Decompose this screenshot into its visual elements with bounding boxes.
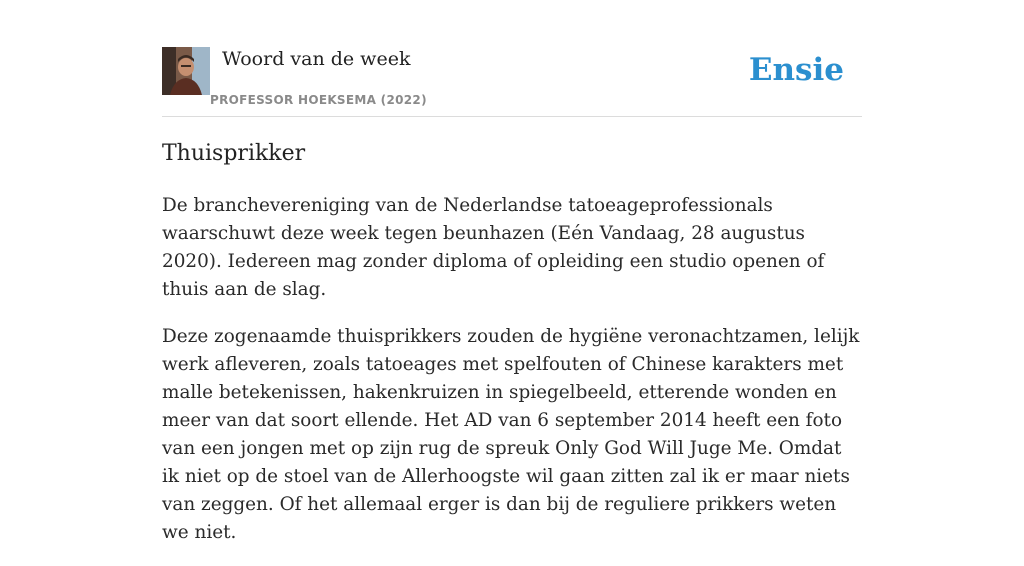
- article-header: [162, 46, 862, 117]
- article-body: [162, 192, 862, 566]
- portrait-photo-icon: [162, 47, 210, 95]
- paragraph: De branchevereniging van de Nederlandse tatoeageprofessionals waarschuwt deze week tegen beunhazen (Eén Vandaag, 28 augustus 2020). Iedereen mag zonder diploma of opleiding een studio openen of thuis aan de slag.: [162, 195, 825, 300]
- article-title: Thuisprikker: [162, 141, 306, 166]
- brand-logo[interactable]: Ensie: [748, 52, 844, 88]
- author-byline[interactable]: PROFESSOR HOEKSEMA (2022): [210, 93, 427, 107]
- paragraph: Deze zogenaamde thuisprikkers zouden de hygiëne veronachtzamen, lelijk werk afleveren, zoals tatoeages met spelfouten of Chinese karakters met malle betekenissen, hakenkruizen in spiegelbeeld, etterende wonden en meer van dat soort ellende. Het AD van 6 september 2014 heeft een foto van een jongen met op zijn rug de spreuk Only God Will Juge Me. Omdat ik niet op de stoel van de Allerhoogste wil gaan zitten zal ik er maar niets van zeggen. Of het allemaal erger is dan bij de reguliere prikkers weten we niet.: [162, 326, 860, 543]
- avatar[interactable]: [162, 47, 210, 95]
- header-title[interactable]: Woord van de week: [222, 48, 411, 70]
